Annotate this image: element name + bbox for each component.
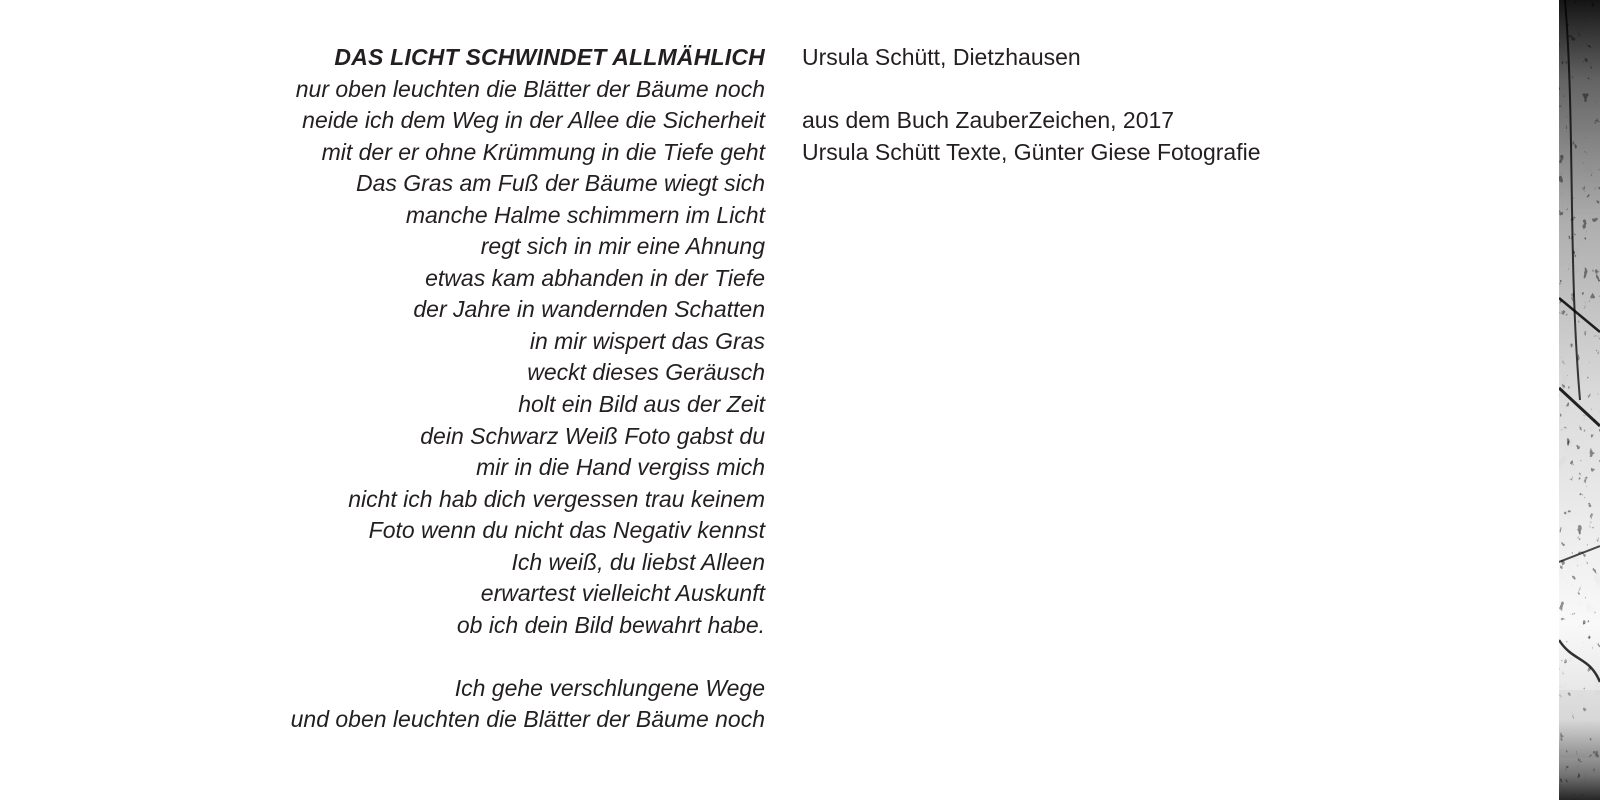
poem-closing-stanza (291, 673, 765, 736)
poem-line: etwas kam abhanden in der Tiefe (425, 264, 765, 291)
poem-line: weckt dieses Geräusch (527, 359, 765, 386)
poem-line: Das Gras am Fuß der Bäume wiegt sich (355, 170, 765, 197)
poem-line: mit der er ohne Krümmung in die Tiefe geht (321, 138, 765, 165)
poem-line: der Jahre in wandernden Schatten (413, 296, 765, 323)
poem-line: und oben leuchten die Blätter der Bäume noch (290, 706, 765, 733)
author-line: Ursula Schütt, Dietzhausen (802, 44, 1081, 70)
attribution-line: Ursula Schütt Texte, Günter Giese Fotografie (802, 138, 1261, 165)
poem-line: Foto wenn du nicht das Negativ kennst (368, 517, 765, 544)
foliage-photo-image (1559, 0, 1600, 800)
poem-line: holt ein Bild aus der Zeit (518, 391, 765, 418)
poem-line: mir in die Hand vergiss mich (476, 454, 765, 481)
poem-line: in mir wispert das Gras (529, 327, 765, 354)
poem-title: DAS LICHT SCHWINDET ALLMÄHLICH (334, 44, 765, 70)
book-source-line: aus dem Buch ZauberZeichen, 2017 (802, 107, 1175, 134)
poem-line: Ich gehe verschlungene Wege (454, 674, 765, 701)
poem-line: nur oben leuchten die Blätter der Bäume noch (295, 75, 765, 102)
poem-line: regt sich in mir eine Ahnung (480, 233, 765, 260)
credits-block (802, 42, 1261, 168)
poem-line: neide ich dem Weg in der Allee die Sicherheit (302, 107, 765, 134)
poem-line: nicht ich hab dich vergessen trau keinem (348, 485, 765, 512)
poem-line: manche Halme schimmern im Licht (405, 201, 765, 228)
foliage-photo-strip (1559, 0, 1600, 800)
poem-line: ob ich dein Bild bewahrt habe. (456, 611, 765, 638)
poem-line: dein Schwarz Weiß Foto gabst du (420, 422, 765, 449)
poem-line: Ich weiß, du liebst Alleen (511, 548, 765, 575)
poem-block (291, 42, 765, 736)
poem-line: erwartest vielleicht Auskunft (480, 580, 765, 607)
source-block (802, 105, 1261, 168)
